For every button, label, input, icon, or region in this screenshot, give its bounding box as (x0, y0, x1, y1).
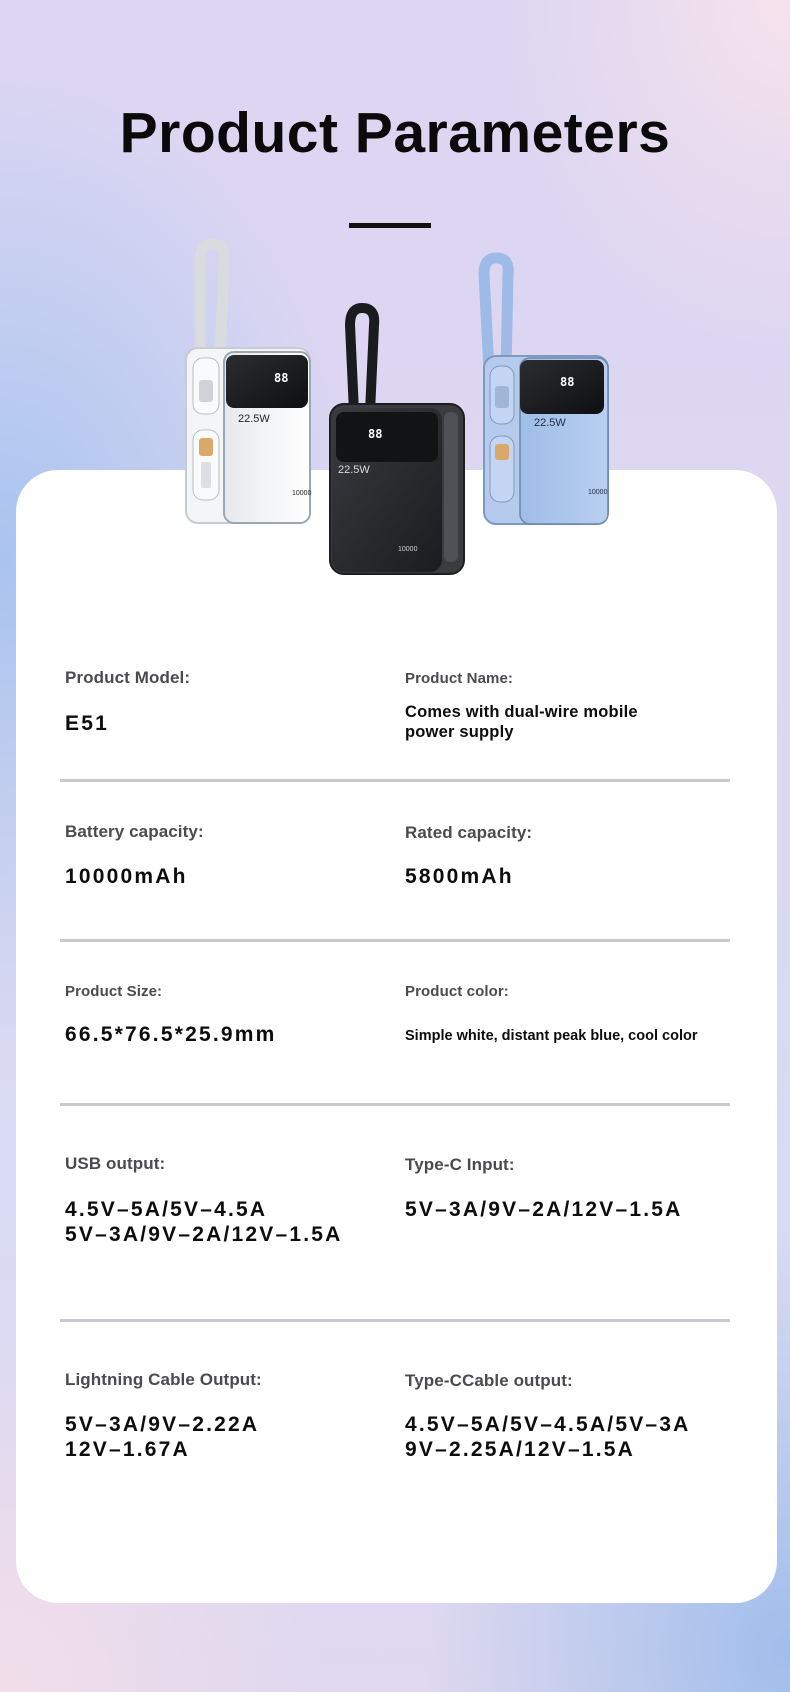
product-illustration (0, 0, 790, 600)
spec-rated-capacity (405, 823, 532, 889)
spec-product-color (405, 983, 697, 1049)
spec-value: 5800mAh (405, 865, 514, 888)
spec-value: E51 (65, 712, 109, 735)
svg-text:22.5W: 22.5W (238, 413, 270, 425)
svg-text:10000: 10000 (292, 490, 312, 497)
spec-usb-output (65, 1154, 343, 1247)
spec-lightning-output (65, 1370, 262, 1462)
spec-typec-cable-output (405, 1371, 691, 1462)
svg-text:88: 88 (560, 375, 575, 389)
spec-value: Comes with dual-wire mobile power supply (405, 703, 638, 741)
spec-product-model (65, 668, 190, 736)
spec-value: 4.5V–5A/5V–4.5A/5V–3A 9V–2.25A/12V–1.5A (405, 1413, 691, 1461)
spec-label: Rated capacity: (405, 823, 533, 842)
spec-label: Lightning Cable Output: (65, 1370, 262, 1389)
black-power-bank (330, 308, 464, 574)
spec-label: Product Model: (65, 668, 191, 687)
spec-value: 5V–3A/9V–2A/12V–1.5A (405, 1198, 683, 1221)
spec-label: Product color: (405, 983, 509, 1000)
spec-value: 5V–3A/9V–2.22A 12V–1.67A (65, 1413, 260, 1461)
page-title: Product Parameters (119, 101, 671, 165)
blue-power-bank (484, 258, 608, 524)
svg-text:88: 88 (274, 371, 289, 385)
spec-product-name (405, 670, 705, 742)
spec-label: Type-CCable output: (405, 1371, 573, 1390)
svg-text:22.5W: 22.5W (338, 464, 370, 476)
svg-text:10000: 10000 (588, 489, 608, 496)
spec-value: Simple white, distant peak blue, cool color (405, 1028, 698, 1044)
row-divider (60, 1319, 730, 1322)
row-divider (60, 1103, 730, 1106)
svg-text:10000: 10000 (398, 546, 418, 553)
spec-label: Battery capacity: (65, 822, 204, 841)
spec-battery-capacity (65, 822, 204, 889)
spec-typec-input (405, 1155, 683, 1222)
white-power-bank (186, 244, 312, 523)
spec-label: Type-C Input: (405, 1155, 515, 1174)
row-divider (60, 939, 730, 942)
spec-product-size (65, 983, 277, 1047)
spec-label: USB output: (65, 1154, 166, 1173)
spec-value: 10000mAh (65, 865, 188, 888)
svg-text:88: 88 (368, 427, 383, 441)
row-divider (60, 779, 730, 782)
spec-value: 4.5V–5A/5V–4.5A 5V–3A/9V–2A/12V–1.5A (65, 1198, 343, 1246)
spec-label: Product Size: (65, 983, 163, 1000)
svg-text:22.5W: 22.5W (534, 417, 566, 429)
spec-label: Product Name: (405, 670, 513, 687)
spec-value: 66.5*76.5*25.9mm (65, 1023, 277, 1046)
